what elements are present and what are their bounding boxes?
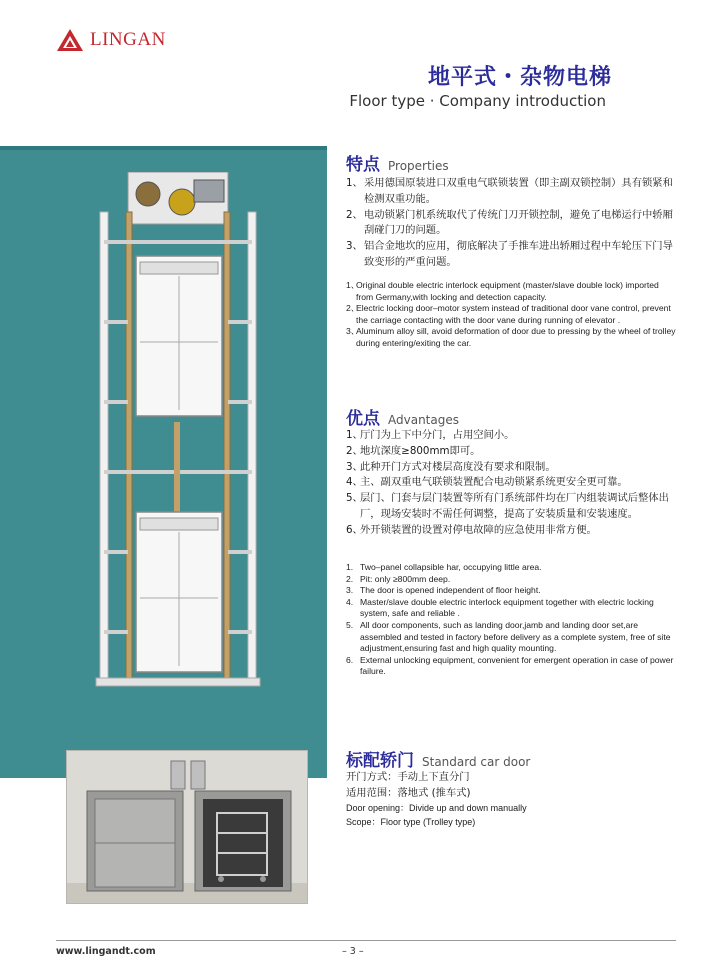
- lingan-logo-icon: [56, 28, 84, 52]
- advantages-heading-en: Advantages: [388, 413, 459, 427]
- list-item-number: 3、: [346, 240, 363, 253]
- list-item-text: Two–panel collapsible har, occupying little area.: [360, 562, 542, 572]
- dumbwaiter-elevator-illustration: [82, 172, 272, 702]
- car-door-heading-en: Standard car door: [422, 755, 531, 769]
- page-number: – 3 –: [342, 946, 364, 957]
- list-item-number: 6.: [346, 654, 354, 665]
- advantages-cn-item: [346, 491, 676, 523]
- properties-cn-item: [346, 208, 676, 240]
- properties-heading: [346, 150, 449, 175]
- page-title: 地平式・杂物电梯: [427, 65, 612, 90]
- car-door-heading-cn: 标配轿门: [346, 751, 414, 771]
- advantages-heading-cn: 优点: [346, 409, 380, 429]
- door-spec-cn-1: 开门方式：手动上下直分门: [346, 771, 470, 783]
- list-item-text: Master/slave double electric interlock equipment together with electric locking system, safe and reliable .: [360, 596, 654, 619]
- page-subtitle: Floor type · Company introduction: [349, 92, 606, 110]
- list-item-number: 1、: [346, 280, 360, 290]
- car-door-specs: [346, 770, 527, 829]
- list-item-text: Pit: only ≥800mm deep.: [360, 573, 451, 584]
- advantages-cn-item: [346, 428, 676, 444]
- list-item-text: 此种开门方式对楼层高度没有要求和限制。: [360, 460, 556, 473]
- footer-divider: [56, 940, 676, 941]
- list-item-text: Aluminum alloy sill, avoid deformation of door due to pressing by the wheel of trolley during entering/exiting the car.: [356, 326, 676, 348]
- brand-name: LINGAN: [90, 29, 166, 50]
- list-item-number: 1、: [346, 429, 363, 441]
- list-item-number: 1、: [346, 177, 363, 189]
- brand-logo: [56, 28, 166, 52]
- properties-heading-cn: 特点: [346, 155, 380, 175]
- list-item-text: 外开锁装置的设置对停电故障的应急使用非常方便。: [360, 523, 597, 536]
- footer-website: www.lingandt.com: [56, 946, 156, 957]
- advantages-cn-item: [346, 523, 676, 539]
- list-item-text: 电动锁紧门机系统取代了传统门刀开锁控制，避免了电梯运行中轿厢刮碰门刀的问题。: [364, 208, 673, 237]
- list-item-number: 2、: [346, 208, 363, 221]
- list-item-number: 2.: [346, 573, 354, 584]
- advantages-cn-list: [346, 428, 676, 539]
- door-spec-en-2: Scope：Floor type (Trolley type): [346, 817, 476, 828]
- list-item-number: 2、: [346, 444, 363, 457]
- list-item-text: 厅门为上下中分门，占用空间小。: [360, 429, 515, 441]
- list-item-number: 5、: [346, 492, 363, 505]
- properties-cn-item: [346, 176, 676, 208]
- list-item-number: 3、: [346, 460, 363, 473]
- advantages-cn-item: [346, 460, 676, 476]
- list-item-number: 2、: [346, 303, 360, 314]
- list-item-text: 铝合金地坎的应用，彻底解决了手推车进出轿厢过程中车轮压下门导致变形的严重问题。: [364, 240, 673, 268]
- list-item-text: The door is opened independent of floor height.: [360, 585, 541, 596]
- list-item-number: 3、: [346, 326, 360, 337]
- list-item-text: External unlocking equipment, convenient for emergent operation in case of power failure.: [360, 654, 674, 677]
- list-item-number: 1.: [346, 562, 354, 572]
- advantages-en-item: [346, 585, 676, 597]
- standard-car-door-photo: [66, 750, 308, 904]
- advantages-heading: [346, 404, 459, 429]
- list-item-number: 3.: [346, 585, 354, 596]
- door-spec-cn-2: 适用范围：落地式 (推车式): [346, 786, 471, 799]
- properties-en-list: [346, 280, 676, 350]
- properties-heading-en: Properties: [388, 159, 449, 173]
- list-item-text: 层门、门套与层门装置等所有门系统部件均在厂内组装调试后整体出厂，现场安装时不需任何调整，提高了安装质量和安装速度。: [360, 492, 669, 520]
- advantages-en-item: [346, 655, 676, 678]
- list-item-text: Electric locking door–motor system instead of traditional door vane control, prevent the carriage contacting with the door vane during running of elevator .: [356, 303, 671, 325]
- properties-en-item: [346, 303, 676, 326]
- car-door-heading: [346, 746, 530, 771]
- properties-cn-item: [346, 239, 676, 271]
- list-item-text: 主、副双重电气联锁装置配合电动锁紧系统更安全更可靠。: [360, 476, 628, 489]
- list-item-number: 4、: [346, 476, 363, 489]
- list-item-number: 4.: [346, 596, 354, 607]
- advantages-en-item: [346, 620, 676, 655]
- properties-en-item: [346, 280, 676, 303]
- list-item-text: 采用德国原装进口双重电气联锁装置（即主副双锁控制）具有锁紧和检测双重功能。: [364, 177, 673, 205]
- car-door-photo-illustration: [67, 751, 307, 903]
- advantages-cn-item: [346, 444, 676, 460]
- list-item-text: All door components, such as landing door,jamb and landing door set,are assembled and tested in factory before delivery as a complete system, free of site adjustment,ensuring fast and high quality mounting.: [360, 619, 671, 654]
- list-item-text: Original double electric interlock equipment (master/slave double lock) imported from Germany,with locking and detection capacity.: [356, 280, 659, 302]
- teal-panel-band: [0, 146, 327, 150]
- list-item-number: 5.: [346, 619, 354, 630]
- door-spec-en-1: Door opening：Divide up and down manually: [346, 803, 527, 814]
- list-item-number: 6、: [346, 523, 363, 536]
- list-item-text: 地坑深度≥800mm即可。: [360, 444, 481, 457]
- properties-en-item: [346, 326, 676, 349]
- advantages-en-item: [346, 574, 676, 586]
- properties-cn-list: [346, 176, 676, 271]
- advantages-en-item: [346, 597, 676, 620]
- advantages-cn-item: [346, 475, 676, 491]
- advantages-en-list: [346, 562, 676, 678]
- advantages-en-item: [346, 562, 676, 574]
